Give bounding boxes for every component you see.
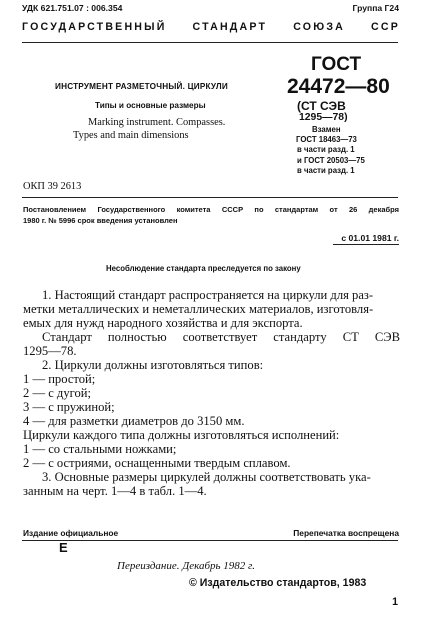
type-1: 1 — простой;: [23, 372, 96, 386]
decree-line-1: Постановлением Государственного комитета СССР по стандартам от 26 декабря: [23, 205, 399, 214]
word: полностью: [107, 330, 167, 344]
title-en-1: Marking instrument. Compasses.: [88, 117, 226, 128]
word: СЭВ: [374, 330, 400, 344]
para-4: Циркули каждого типа должны изготовляться исполнений:: [23, 428, 340, 442]
decree-date: с 01.01 1981 г.: [341, 233, 399, 243]
decree-line-2: 1980 г. № 5996 срок введения установлен: [23, 216, 178, 225]
replaces-2: в части разд. 1: [297, 145, 355, 154]
title-sub: Типы и основные размеры: [95, 101, 206, 110]
footer-rule: [22, 540, 398, 541]
replaces-3: и ГОСТ 20503—75: [297, 156, 365, 165]
para-1-line-2: метки металлических и неметаллических материалов, изготовля-: [23, 302, 374, 316]
replaces-4: в части разд. 1: [297, 166, 355, 175]
page-number: 1: [392, 596, 398, 608]
reissue-note: Переиздание. Декабрь 1982 г.: [117, 560, 255, 572]
para-1-line-1: 1. Настоящий стандарт распространяется на циркули для раз-: [42, 288, 374, 302]
replaces-1: ГОСТ 18463—73: [296, 135, 357, 144]
para-1-line-3: емых для нужд народного хозяйства и для экспорта.: [23, 316, 303, 330]
execution-2: 2 — с остриями, оснащенными твердым сплавом.: [23, 456, 291, 470]
copyright: © Издательство стандартов, 1983: [189, 577, 367, 589]
replaces-label: Взамен: [312, 125, 341, 134]
type-4: 4 — для разметки диаметров до 3150 мм.: [23, 414, 245, 428]
word: Стандарт: [42, 330, 92, 344]
reprint-forbidden: Перепечатка воспрещена: [293, 528, 399, 538]
word: СТ: [342, 330, 359, 344]
official-edition: Издание официальное: [23, 528, 119, 538]
type-2: 2 — с дугой;: [23, 386, 92, 400]
gost-number: 24472—80: [287, 75, 390, 98]
word: соответствует: [182, 330, 258, 344]
type-3: 3 — с пружиной;: [23, 400, 115, 414]
edition-letter: Е: [59, 540, 68, 555]
standard-banner: ГОСУДАРСТВЕННЫЙ СТАНДАРТ СОЮЗА ССР: [22, 21, 400, 33]
udk-code: УДК 621.751.07 : 006.354: [22, 3, 123, 13]
group-code: Группа Г24: [352, 3, 399, 13]
para-2-line-1: [42, 330, 400, 344]
okp-code: ОКП 39 2613: [23, 181, 82, 192]
para-2-line-2: 1295—78.: [23, 344, 77, 358]
header-rule: [22, 42, 398, 43]
okp-rule: [22, 197, 398, 198]
decree-date-underline: [333, 244, 399, 245]
st-sev-line-2: 1295—78): [299, 112, 348, 123]
title-en-2: Types and main dimensions: [73, 130, 189, 141]
execution-1: 1 — со стальными ножками;: [23, 442, 177, 456]
para-5-line-2: занным на черт. 1—4 в табл. 1—4.: [23, 484, 207, 498]
para-3: 2. Циркули должны изготовляться типов:: [42, 358, 264, 372]
word: стандарту: [273, 330, 327, 344]
st-sev-line-1: (СТ СЭВ: [297, 99, 346, 113]
legal-warning: Несоблюдение стандарта преследуется по закону: [106, 264, 301, 273]
title-main: ИНСТРУМЕНТ РАЗМЕТОЧНЫЙ. ЦИРКУЛИ: [55, 82, 228, 91]
gost-label: ГОСТ: [311, 54, 362, 75]
para-5-line-1: 3. Основные размеры циркулей должны соответствовать ука-: [42, 470, 371, 484]
